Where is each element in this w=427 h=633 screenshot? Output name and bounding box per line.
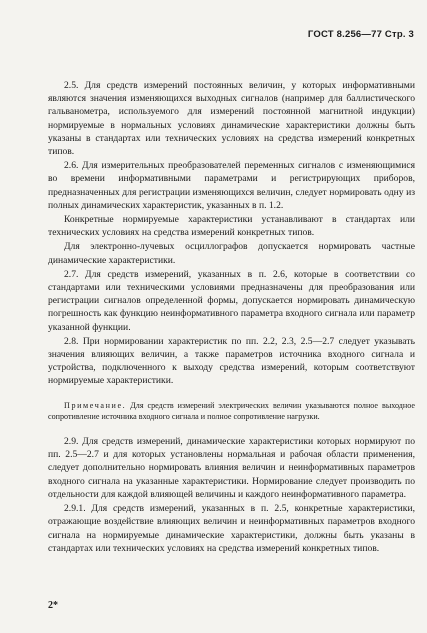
paragraph-2-6: 2.6. Для измерительных преобразователей переменных сигналов с изменяющимися во времени информативными параметрами и регистрирующих приборов, предназначенных для регистрации изменяющихся величин, следует нормировать одну из полных динамических характеристик, указанных в п. 1.2. [48, 160, 415, 211]
footer-mark: 2* [48, 600, 58, 611]
note-text: Для средств измерений электрических величин указываются полное выходное сопротивление источника входного сигнала и полное сопротивление нагрузки. [48, 400, 415, 421]
document-body [48, 79, 415, 556]
paragraph-2-7: 2.7. Для средств измерений, указанных в п. 2.6, которые в соответствии со стандартами или техническими условиями предназначены для преобразования или регистрации сигналов определенной формы, допускается нормировать динамическую погрешность как функцию неинформативного параметра входного сигнала или параметр указанной функции. [48, 268, 415, 333]
paragraph-2-8: 2.8. При нормировании характеристик по пп. 2.2, 2.3, 2.5—2.7 следует указывать значения влияющих величин, а также параметров источника входного сигнала и устройства, подключенного к выходу средства измерений, которым соответствуют нормируемые характеристики. [48, 335, 415, 387]
paragraph-2-9-1: 2.9.1. Для средств измерений, указанных в п. 2.5, конкретные характеристики, отражающие воздействие влияющих величин и неинформативных параметров входного сигнала на нормируемые динамические характеристики, должны быть указаны в стандартах или технических условиях на средства измерений конкретных типов. [48, 503, 415, 554]
page-header: ГОСТ 8.256—77 Стр. 3 [307, 29, 414, 40]
note-block [48, 400, 415, 422]
paragraph-2-9: 2.9. Для средств измерений, динамические характеристики которых нормируют по пп. 2.5—2.7 и для которых установлены нормальная и рабочая области применения, следует дополнительно нормировать влияния величин и неинформативных параметров входного сигнала на указанные характеристики. Нормирование следует производить по отдельности для каждой влияющей величины и каждого неинформативного параметра. [48, 436, 415, 500]
paragraph-2-5: 2.5. Для средств измерений постоянных величин, у которых информативными являются значения изменяющихся выходных сигналов (например для баллистического гальванометра, используемого для измерений постоянной магнитной индукции) нормируемые в нормальных условиях динамические характеристики должны быть указаны в стандартах или технических условиях на средства измерений конкретных типов. [48, 80, 415, 158]
note-label: Примечание. [64, 400, 127, 410]
paragraph-2-6-oscillographs: Для электронно-лучевых осциллографов допускается нормировать частные динамические характеристики. [48, 241, 415, 266]
paragraph-2-6-types: Конкретные нормируемые характеристики устанавливают в стандартах или технических условиях на средства измерений конкретных типов. [48, 214, 415, 239]
